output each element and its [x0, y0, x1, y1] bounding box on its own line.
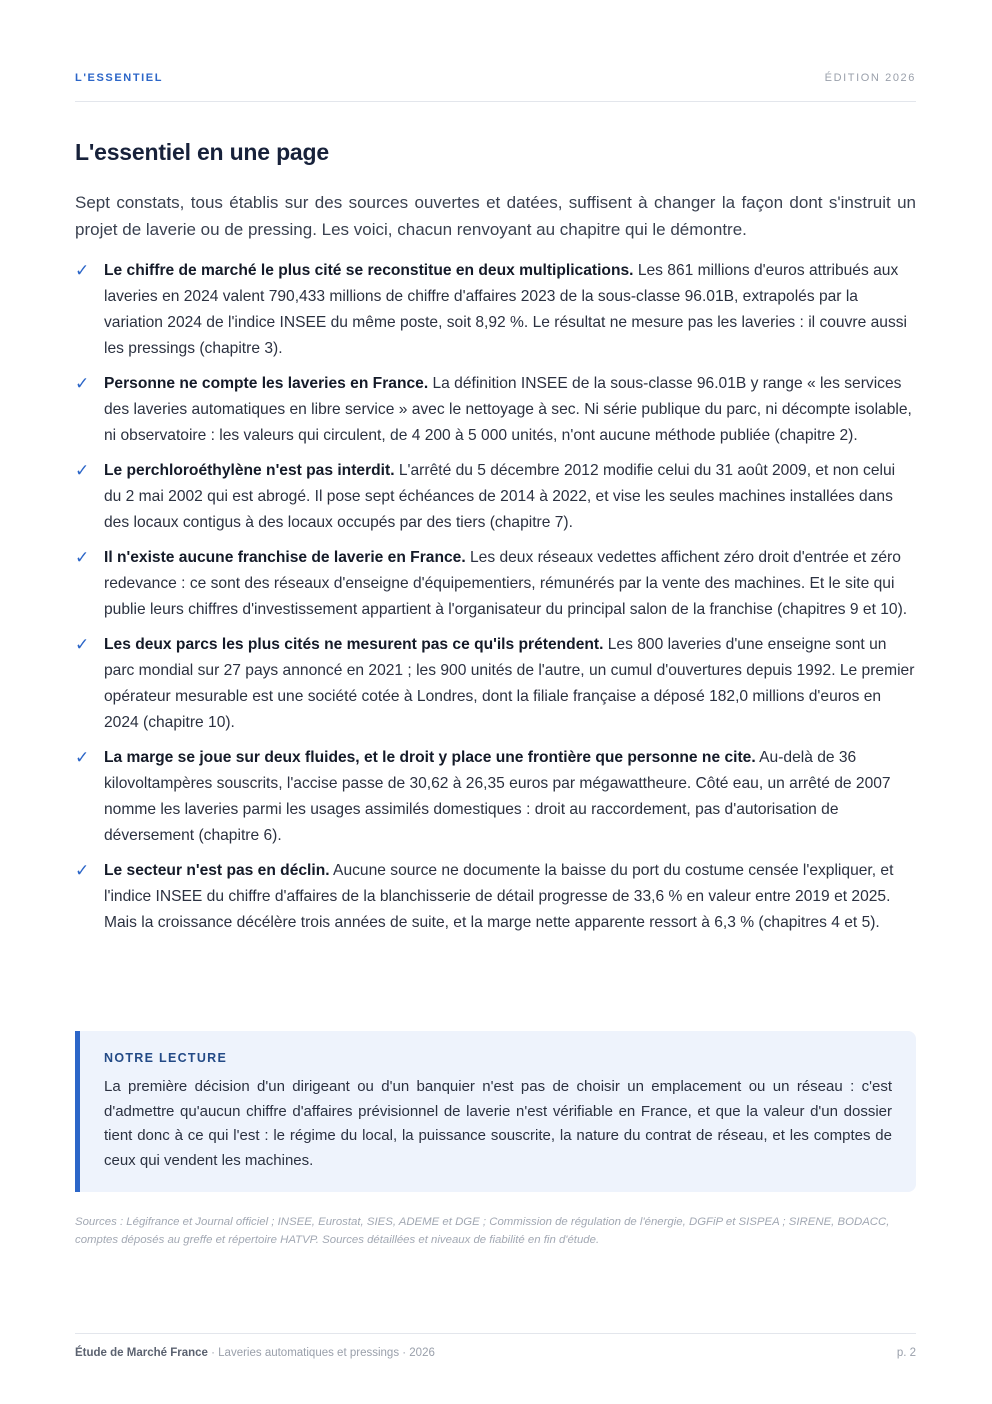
page-footer — [75, 1333, 916, 1367]
finding-item — [75, 258, 916, 362]
footer-brand: Étude de Marché France — [75, 1347, 208, 1359]
intro-paragraph: Sept constats, tous établis sur des sources ouvertes et datées, suffisent à changer la façon dont s'instruit un projet de laverie ou de pressing. Les voici, chacun renvoyant au chapitre qui le démontre. — [75, 193, 916, 239]
footer-title — [75, 1347, 435, 1359]
callout-title: NOTRE LECTURE — [104, 1051, 228, 1065]
footer-subtitle: · Laveries automatiques et pressings · 2026 — [207, 1347, 435, 1359]
finding-text — [104, 545, 916, 623]
finding-body: Les deux réseaux vedettes affichent zéro droit d'entrée et zéro redevance : ce sont des réseaux d'enseigne d'équipementiers, rémunérés par la vente des machines. Et le site qui publie leurs chiffres d'investissement appartient à l'organisateur du principal salon de la franchise (chapitres 9 et 10). — [104, 549, 908, 618]
reading-callout — [75, 1031, 916, 1192]
section-label: L'ESSENTIEL — [75, 72, 164, 84]
finding-body: La définition INSEE de la sous-classe 96.01B y range « les services des laveries automatiques en libre service » avec le nettoyage à sec. Ni série publique du parc, ni décompte isolable, ni observatoire : les valeurs qui circulent, de 4 200 à 5 000 unités, n'ont aucune méthode publiée (chapitre 2). — [104, 375, 912, 444]
check-icon: ✓ — [75, 374, 90, 393]
page-number: p. 2 — [896, 1347, 916, 1359]
page-header — [75, 70, 916, 102]
finding-item — [75, 545, 916, 623]
finding-item — [75, 858, 916, 936]
sources-note: Sources : Légifrance et Journal officiel ; INSEE, Eurostat, SIES, ADEME et DGE ; Commission de régulation de l'énergie, DGFiP et SISPEA ; SIRENE, BODACC, comptes déposés au greffe et répertoire HATVP. Sources détaillées et niveaux de fiabilité en fin d'étude. — [75, 1216, 890, 1246]
page-title: L'essentiel en une page — [75, 139, 329, 165]
finding-item — [75, 745, 916, 849]
finding-item — [75, 371, 916, 449]
check-icon: ✓ — [75, 861, 90, 880]
edition-label: ÉDITION 2026 — [824, 72, 916, 84]
finding-text — [104, 858, 916, 936]
check-icon: ✓ — [75, 461, 90, 480]
check-icon: ✓ — [75, 261, 90, 280]
check-icon: ✓ — [75, 548, 90, 567]
finding-text — [104, 371, 916, 449]
finding-body: L'arrêté du 5 décembre 2012 modifie celui du 31 août 2009, et non celui du 2 mai 2002 qui est abrogé. Il pose sept échéances de 2014 à 2022, et vise les seules machines installées dans des locaux contigus à des locaux occupés par des tiers (chapitre 7). — [104, 462, 896, 531]
callout-body: La première décision d'un dirigeant ou d'un banquier n'est pas de choisir un emplacement ou un réseau : c'est d'admettre qu'aucun chiffre d'affaires prévisionnel de laverie n'est vérifiable en France, et que la valeur d'un dossier tient donc à ce qui l'est : le régime du local, la puissance souscrite, la nature du contrat de réseau, et les comptes de ceux qui vendent les machines. — [104, 1078, 892, 1169]
finding-lead: Il n'existe aucune franchise de laverie en France. — [104, 549, 466, 566]
finding-body: Les 861 millions d'euros attribués aux laveries en 2024 valent 790,433 millions de chiffre d'affaires 2023 de la sous-classe 96.01B, extrapolés par la variation 2024 de l'indice INSEE du même poste, soit 8,92 %. Le résultat ne mesure pas les laveries : il couvre aussi les pressings (chapitre 3). — [104, 262, 908, 357]
finding-item — [75, 632, 916, 736]
finding-body: Au-delà de 36 kilovoltampères souscrits, l'accise passe de 30,62 à 26,35 euros par mégawattheure. Côté eau, un arrêté de 2007 nomme les laveries parmi les usages assimilés domestiques : droit au raccordement, pas d'autorisation de déversement (chapitre 6). — [104, 749, 891, 844]
finding-text — [104, 258, 916, 362]
finding-item — [75, 458, 916, 536]
finding-lead: Les deux parcs les plus cités ne mesurent pas ce qu'ils prétendent. — [104, 636, 604, 653]
finding-lead: Personne ne compte les laveries en France. — [104, 375, 429, 392]
check-icon: ✓ — [75, 635, 90, 654]
finding-lead: Le perchloroéthylène n'est pas interdit. — [104, 462, 395, 479]
finding-body: Aucune source ne documente la baisse du port du costume censée l'expliquer, et l'indice INSEE du chiffre d'affaires de la blanchisserie de détail progresse de 33,6 % en valeur entre 2019 et 2025. Mais la croissance décélère trois années de suite, et la marge nette apparente ressort à 6,3 % (chapitres 4 et 5). — [104, 862, 894, 931]
finding-lead: Le chiffre de marché le plus cité se reconstitue en deux multiplications. — [104, 262, 634, 279]
finding-text — [104, 632, 916, 736]
finding-body: Les 800 laveries d'une enseigne sont un parc mondial sur 27 pays annoncé en 2021 ; les 900 unités de l'autre, un cumul d'ouvertures depuis 1992. Le premier opérateur mesurable est une société cotée à Londres, dont la filiale française a déposé 182,0 millions d'euros en 2024 (chapitre 10). — [104, 636, 915, 731]
finding-lead: Le secteur n'est pas en déclin. — [104, 862, 330, 879]
check-icon: ✓ — [75, 748, 90, 767]
finding-lead: La marge se joue sur deux fluides, et le droit y place une frontière que personne ne cite. — [104, 749, 756, 766]
finding-text — [104, 458, 916, 536]
finding-text — [104, 745, 916, 849]
findings-list — [75, 258, 916, 945]
